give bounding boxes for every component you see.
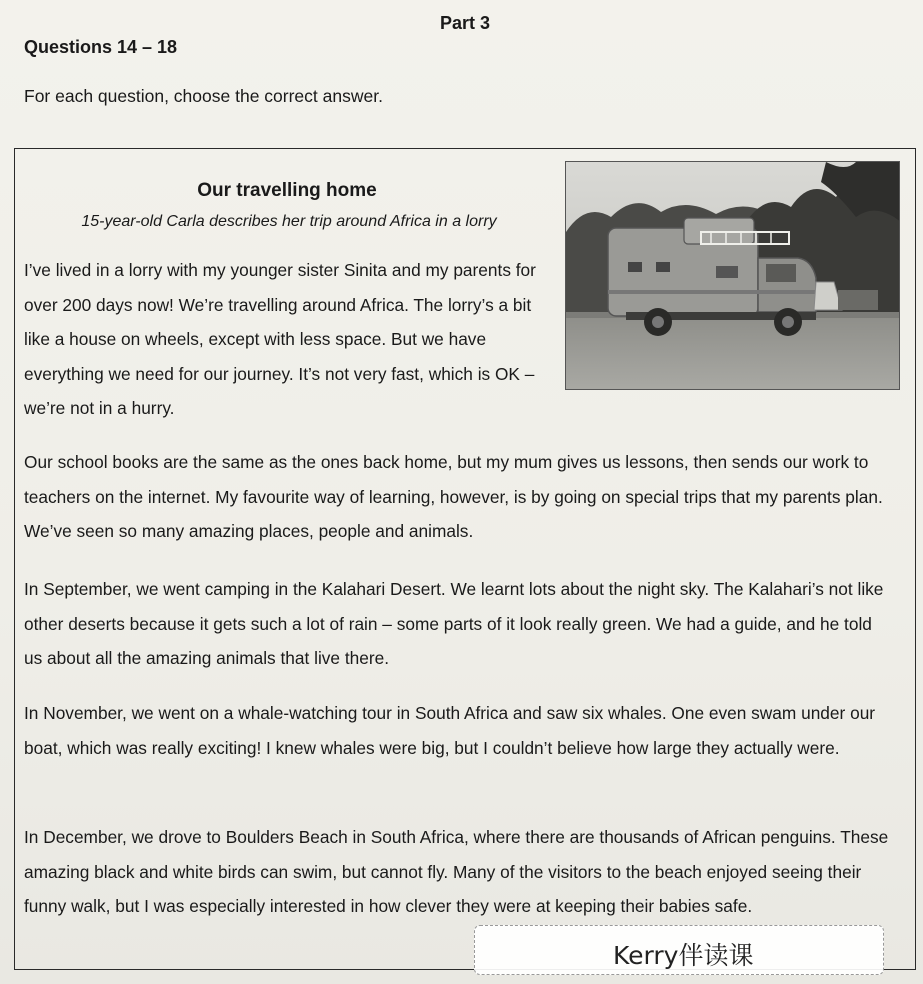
article-subtitle: 15-year-old Carla describes her trip around Africa in a lorry (81, 213, 497, 230)
part-title: Part 3 (439, 13, 491, 33)
paragraph-5: In December, we drove to Boulders Beach in South Africa, where there are thousands of African penguins. These amazing black and white birds can swim, but cannot fly. Many of the visitors to the beach enjoyed seeing their funny walk, but I was especially interested in how clever they were at keeping their babies safe. (24, 827, 889, 916)
paragraph-2: Our school books are the same as the ones back home, but my mum gives us lessons, then sends our work to teachers on the internet. My favourite way of learning, however, is by going on special trips that my parents plan. We’ve seen so many amazing places, people and animals. (24, 452, 883, 541)
lorry-photo-illustration (566, 162, 900, 390)
paragraph-3: In September, we went camping in the Kalahari Desert. We learnt lots about the night sky. The Kalahari’s not like other deserts because it gets such a lot of rain – some parts of it look really green. We had a guide, and he told us about all the amazing animals that live there. (24, 579, 884, 668)
instruction-text: For each question, choose the correct answer. (24, 86, 383, 106)
questions-range: Questions 14 – 18 (24, 37, 178, 57)
lorry-photo (565, 161, 900, 390)
article-title: Our travelling home (197, 180, 377, 201)
paragraph-1: I’ve lived in a lorry with my younger sister Sinita and my parents for over 200 days now! We’re travelling around Africa. The lorry’s a bit like a house on wheels, except with less space. But we have everything we need for our journey. It’s not very fast, which is OK – we’re not in a hurry. (24, 260, 536, 418)
paragraph-4: In November, we went on a whale-watching tour in South Africa and saw six whales. One even swam under our boat, which was really exciting! I knew whales were big, but I couldn’t believe how large they actually were. (24, 703, 876, 758)
watermark-text: Kerry伴读课 (613, 941, 754, 970)
watermark-badge (474, 925, 884, 975)
